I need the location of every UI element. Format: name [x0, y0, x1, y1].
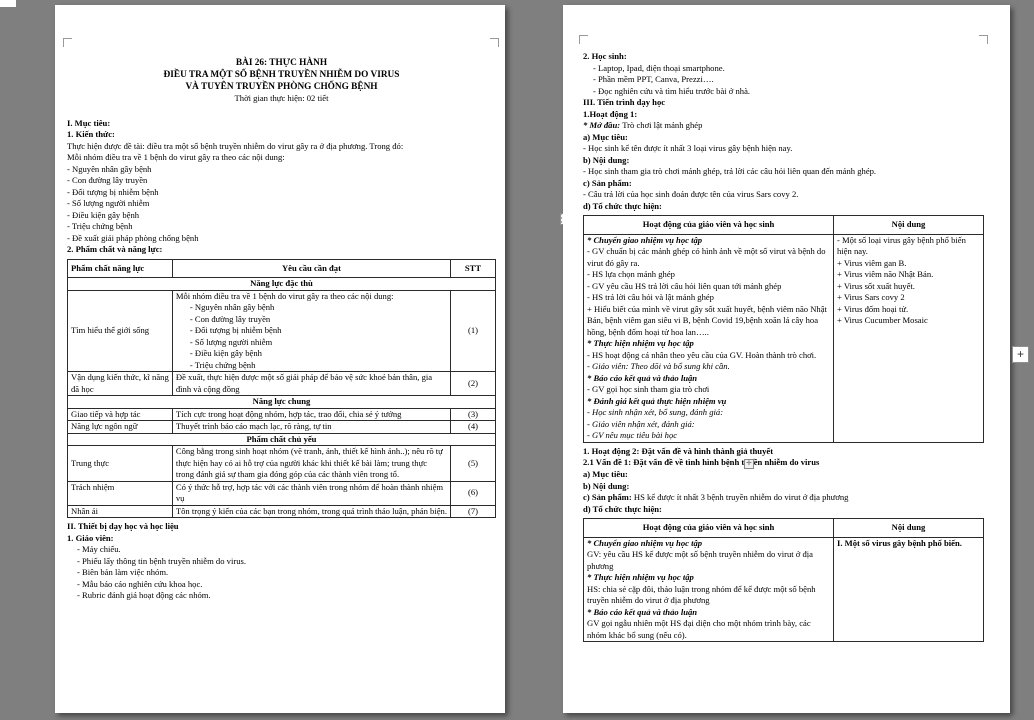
- doc-line: - Học sinh kể tên được ít nhất 3 loại virus gây bệnh hiện nay.: [583, 143, 793, 153]
- table-cell: (3): [451, 408, 496, 421]
- doc-line: - Phần mềm PPT, Canva, Prezzi….: [593, 74, 714, 84]
- doc-line: - Triệu chứng bệnh: [67, 221, 133, 231]
- doc-line: - Nguyên nhân gây bệnh: [189, 302, 275, 312]
- doc-line: - HS lựa chọn mảnh ghép: [587, 269, 675, 279]
- doc-line: - Giáo viên: Theo dõi và bổ sung khi cần.: [587, 361, 730, 371]
- table-cell: (4): [451, 421, 496, 434]
- doc-text: * Mở đầu:: [583, 120, 623, 130]
- table-cell: Trung thực: [68, 446, 173, 482]
- doc-line: - Đối tượng bị nhiễm bệnh: [67, 186, 159, 197]
- doc-text: Trò chơi lật mảnh ghép: [622, 120, 703, 130]
- doc-title-line: ĐIỀU TRA MỘT SỐ BỆNH TRUYỀN NHIỄM DO VIRUS: [163, 70, 400, 80]
- table-cell: Tôn trọng ý kiến của các bạn trong nhóm, trong quá trình thảo luận, phản biện.: [172, 505, 450, 518]
- table-row: [68, 408, 496, 421]
- doc-line: - Nguyên nhân gây bệnh: [67, 163, 152, 174]
- doc-line: - HS hoạt động cá nhân theo yêu cầu của GV. Hoàn thành trò chơi.: [587, 349, 817, 360]
- table-cell: Trách nhiệm: [68, 481, 173, 505]
- doc-line: + Virus đốm hoại tử.: [837, 303, 909, 314]
- table-row: [584, 216, 984, 235]
- table-cell: Vận dụng kiến thức, kĩ năng đã học: [68, 372, 173, 396]
- doc-line: + Hiểu biết của mình về virut gây sốt xuất huyết, bệnh viêm não Nhật Bản, bệnh viêm gan siêu vi B, bệnh Covid 19,bệnh xoăn lá cây hoa hồng, bệnh đốm hoại tử hoa lan…..: [587, 303, 827, 337]
- table-cell: Nhân ái: [68, 505, 173, 518]
- doc-line: Mỗi nhóm điều tra về 1 bệnh do virut gây ra theo các nội dung:: [67, 152, 285, 162]
- doc-line: [583, 492, 984, 504]
- doc-line: - Giáo viên nhận xét, đánh giá:: [587, 418, 695, 429]
- table-cell: Phẩm chất chủ yếu: [68, 433, 496, 446]
- doc-line: - HS trả lời câu hỏi và lật mảnh ghép: [587, 292, 714, 302]
- doc-line: * Chuyển giao nhiệm vụ học tập: [587, 537, 703, 548]
- doc-line: - GV nêu mục tiêu bài học: [587, 430, 678, 440]
- table-cell: Giao tiếp và hợp tác: [68, 408, 173, 421]
- doc-line: GV gọi ngẫu nhiên một HS đại diện cho một nhóm trình bày, các nhóm khác bổ sung (nếu có).: [587, 618, 811, 640]
- activity2-intro-section: [583, 446, 984, 516]
- doc-line: I. Mục tiêu:: [67, 117, 111, 128]
- table-row: [68, 505, 496, 518]
- table-cell: Năng lực đặc thù: [68, 278, 496, 291]
- doc-line: - Rubric đánh giá hoạt động các nhóm.: [77, 590, 211, 600]
- text-boundary-mark: [63, 38, 72, 47]
- doc-line: - Một số loại virus gây bệnh phổ biến hiện nay.: [837, 234, 966, 256]
- doc-line: - Số lượng người nhiễm: [189, 336, 273, 347]
- doc-line: 2. Học sinh:: [583, 51, 627, 61]
- activity2-table: [583, 518, 984, 642]
- doc-line: * Báo cáo kết quả và thảo luận: [587, 372, 698, 383]
- table-cell: Năng lực ngôn ngữ: [68, 421, 173, 434]
- doc-line: b) Nội dung:: [583, 154, 630, 165]
- doc-text: ền nhiễm do virus: [753, 457, 820, 467]
- table-cell: (2): [451, 372, 496, 396]
- doc-line: + Virus viêm gan B.: [837, 257, 907, 268]
- doc-line: - Triệu chứng bệnh: [189, 359, 256, 370]
- table-cell: [584, 537, 834, 642]
- doc-line: * Thực hiện nhiệm vụ học tập: [587, 572, 694, 582]
- table-row: [68, 481, 496, 505]
- table-cell: Năng lực chung: [68, 396, 496, 409]
- doc-line: - Máy chiếu.: [77, 544, 121, 554]
- table-header-cell: Hoạt động của giáo viên và học sinh: [584, 519, 834, 538]
- table-cell: Tích cực trong hoạt động nhóm, hợp tác, trao đổi, chia sẻ ý tưởng: [172, 408, 450, 421]
- doc-line: d) Tổ chức thực hiện:: [583, 200, 662, 211]
- table-cell: (1): [451, 290, 496, 372]
- doc-line: III. Tiến trình dạy học: [583, 97, 666, 107]
- doc-line: II. Thiết bị dạy học và học liệu: [67, 521, 179, 531]
- table-row: [68, 421, 496, 434]
- table-row: [68, 372, 496, 396]
- table-cell: [584, 234, 834, 442]
- page-2[interactable]: [563, 5, 1010, 713]
- table-cell: Đề xuất, thực hiện được một số giải pháp để bảo vệ sức khoẻ bản thân, gia đình và cộng đồng: [172, 372, 450, 396]
- doc-line: - Đối tượng bị nhiễm bệnh: [189, 325, 282, 335]
- corner-artifact: [0, 0, 16, 7]
- doc-line: 2. Phẩm chất và năng lực:: [67, 244, 163, 254]
- doc-title-line: BÀI 26: THỰC HÀNH: [235, 58, 328, 68]
- table-cell: (7): [451, 505, 496, 518]
- document-title-block: [67, 57, 496, 105]
- doc-line: - Điều kiện gây bệnh: [189, 348, 262, 358]
- anchor-icon: ✛: [746, 460, 752, 467]
- doc-line: 1. Hoạt động 2: Đặt vấn đề và hình thành giả thuyết: [583, 445, 774, 456]
- doc-line: - Con đường lây truyền: [67, 175, 148, 185]
- students-and-process-section: [583, 51, 984, 212]
- doc-line: - Biên bản làm việc nhóm.: [77, 567, 169, 577]
- table-cell: (5): [451, 446, 496, 482]
- table-header-cell: Yêu cầu cần đạt: [172, 259, 450, 278]
- table-cell: [834, 537, 984, 642]
- table-row: [584, 537, 984, 642]
- table-row: [68, 446, 496, 482]
- doc-line: Thực hiện được đề tài: điều tra một số bệnh truyền nhiễm do virut gây ra ở địa phương. Trong đó:: [67, 140, 404, 151]
- doc-line: HS: chia sẻ cặp đôi, thảo luận trong nhóm để kể được một số bệnh truyền nhiễm do virut ở địa phương: [587, 583, 816, 605]
- doc-line: - Điều kiện gây bệnh: [67, 209, 140, 220]
- doc-line: - GV yêu cầu HS trả lời câu hỏi liên quan tới mảnh ghép: [587, 280, 782, 291]
- doc-line: * Chuyển giao nhiệm vụ học tập: [587, 234, 703, 245]
- table-header-cell: Phẩm chất năng lực: [68, 259, 173, 278]
- table-row: [68, 278, 496, 291]
- doc-text: HS kể được ít nhất 3 bệnh truyền nhiễm do virut ở địa phương: [633, 492, 849, 502]
- doc-line: - Học sinh nhận xét, bổ sung, đánh giá:: [587, 407, 724, 417]
- doc-line: - Phiếu lấy thông tin bệnh truyền nhiễm do virus.: [77, 555, 246, 566]
- doc-line: a) Mục tiêu:: [583, 131, 628, 142]
- equipment-section: [67, 521, 496, 602]
- page-1[interactable]: [55, 5, 505, 713]
- doc-line: 1. Kiến thức:: [67, 129, 115, 139]
- doc-line: [583, 120, 984, 132]
- table-cell: Thuyết trình báo cáo mạch lạc, rõ ràng, tự tin: [172, 421, 450, 434]
- doc-line: [583, 457, 984, 469]
- doc-line: * Thực hiện nhiệm vụ học tập: [587, 338, 694, 348]
- table-row: [68, 433, 496, 446]
- doc-line: Mỗi nhóm điều tra về 1 bệnh do virut gây ra theo các nội dung:: [175, 290, 394, 301]
- table-cell: Có ý thức hỗ trợ, hợp tác với các thành viên trong nhóm để hoàn thành nhiệm vụ: [172, 481, 450, 505]
- doc-line: + Virus sốt xuất huyết.: [837, 280, 915, 291]
- doc-line: 1.Hoạt động 1:: [583, 108, 638, 119]
- doc-line: + Virus Cucumber Mosaic: [837, 315, 928, 325]
- table-header-cell: Nội dung: [834, 519, 984, 538]
- table-cell: [834, 234, 984, 442]
- doc-line: - Câu trả lời của học sinh đoán được tên của virus Sars covy 2.: [583, 189, 799, 199]
- table-header-cell: STT: [451, 259, 496, 278]
- table-row: [584, 519, 984, 538]
- text-boundary-mark: [579, 35, 588, 44]
- doc-line: b) Nội dung:: [583, 480, 630, 491]
- table-row: [584, 234, 984, 442]
- table-header-cell: Hoạt động của giáo viên và học sinh: [584, 216, 834, 235]
- doc-line: c) Sản phẩm:: [583, 177, 632, 188]
- table-cell: Công bằng trong sinh hoạt nhóm (vẽ tranh, ảnh, thiết kế hình ảnh..); nêu rõ tự thực hiện hay có ai hỗ trợ của người khác khi thiết kế bài làm; trung thực trong đánh giá sự tham gia đóng góp của các thành viên trong tổ.: [172, 446, 450, 482]
- text-boundary-mark: [490, 38, 499, 47]
- doc-line: - Mẫu báo cáo nghiên cứu khoa học.: [77, 578, 203, 589]
- table-cell: (6): [451, 481, 496, 505]
- doc-line: - Số lượng người nhiễm: [67, 198, 150, 208]
- doc-line: - Đề xuất giải pháp phòng chống bệnh: [67, 232, 199, 243]
- activity1-table: [583, 215, 984, 443]
- doc-line: + Virus viêm não Nhật Bản.: [837, 269, 934, 279]
- doc-line: * Báo cáo kết quả và thảo luận: [587, 606, 698, 617]
- doc-line: - GV chuẩn bị các mảnh ghép có hình ảnh về một số virut và bệnh do virut đó gây ra.: [587, 246, 826, 268]
- table-row: [68, 396, 496, 409]
- doc-line: - Học sinh tham gia trò chơi mảnh ghép, trả lời các câu hỏi liên quan đến mảnh ghép.: [583, 166, 877, 176]
- competency-table: [67, 259, 496, 519]
- table-cell: [172, 290, 450, 372]
- doc-line: 1. Giáo viên:: [67, 532, 114, 543]
- table-cell: Tìm hiểu thế giới sống: [68, 290, 173, 372]
- objectives-section: [67, 118, 496, 256]
- table-row: [68, 290, 496, 372]
- doc-line: * Đánh giá kết quả thực hiện nhiệm vụ: [587, 395, 727, 406]
- doc-line: d) Tổ chức thực hiện:: [583, 503, 662, 514]
- doc-title-line: VÀ TUYÊN TRUYỀN PHÒNG CHỐNG BỆNH: [185, 82, 378, 92]
- doc-text: c) Sản phẩm:: [583, 492, 634, 502]
- doc-line: GV: yêu cầu HS kể được một số bệnh truyền nhiễm do virut ở địa phương: [587, 549, 814, 571]
- add-button[interactable]: +: [1012, 346, 1029, 363]
- text-boundary-mark: [979, 35, 988, 44]
- doc-line: + Virus Sars covy 2: [837, 292, 905, 302]
- table-row: [68, 259, 496, 278]
- doc-line: - Laptop, Ipad, điện thoại smartphone.: [593, 62, 725, 73]
- doc-line: - GV gọi học sinh tham gia trò chơi: [587, 384, 710, 394]
- doc-line: - Đọc nghiên cứu và tìm hiểu trước bài ở nhà.: [593, 85, 751, 96]
- table-header-cell: Nội dung: [834, 216, 984, 235]
- doc-line: - Con đường lây truyền: [189, 313, 271, 324]
- doc-subtitle-line: Thời gian thực hiện: 02 tiết: [234, 93, 329, 103]
- doc-text: 2.1 Vấn đề 1: Đặt vấn đề về tình hình bệnh t: [583, 457, 745, 467]
- doc-line: a) Mục tiêu:: [583, 469, 628, 479]
- doc-line: I. Một số virus gây bệnh phổ biến.: [837, 537, 962, 548]
